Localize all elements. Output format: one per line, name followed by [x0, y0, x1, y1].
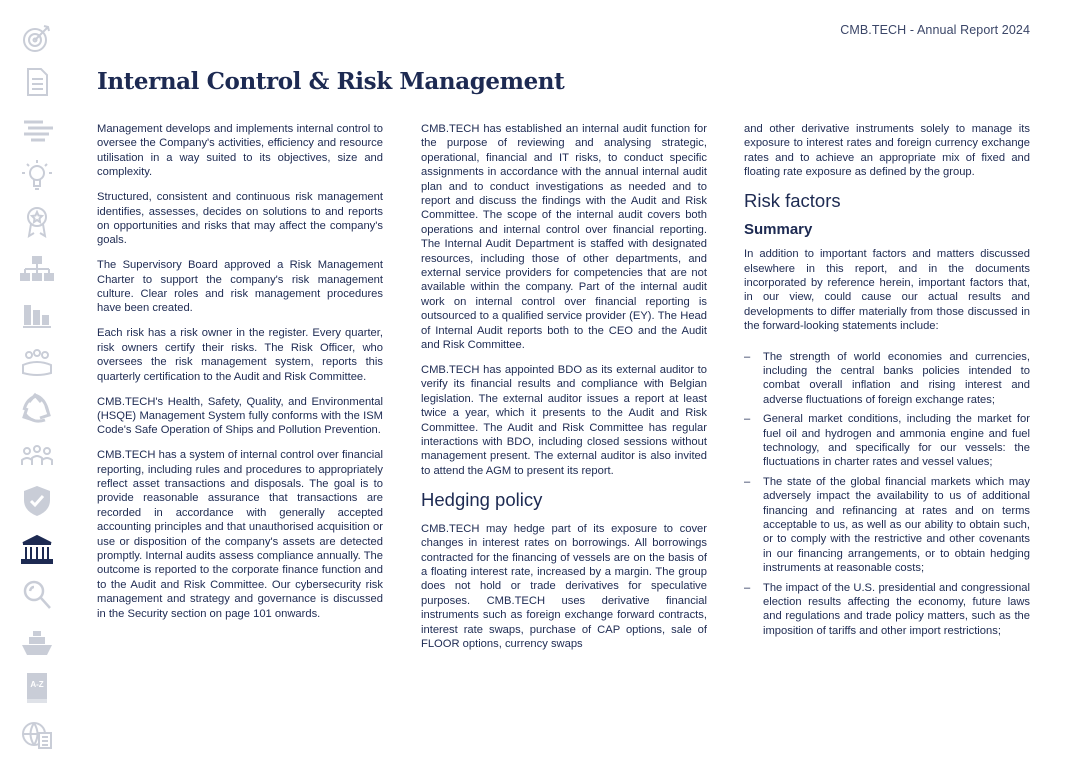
paragraph: The Supervisory Board approved a Risk Management Charter to support the company's risk management culture. Clear roles and risk management procedures have been created.: [97, 259, 383, 315]
sidebar-nav: [0, 0, 76, 773]
paragraph: CMB.TECH's Health, Safety, Quality, and Environmental (HSQE) Management System fully conforms with the ISM Code's Safe Operation of Ships and Pollution Prevention.: [97, 395, 383, 437]
list-item: – General market conditions, including the market for fuel oil and hydrogen and ammonia engine and fuel technology, and specifically for our vessels: the fluctuations in charter rates and vessel values;: [744, 412, 1030, 470]
summary-heading: Summary: [744, 221, 813, 239]
paragraph: Structured, consistent and continuous risk management identifies, assesses, decides on solutions to and reports on opportunities and risks that may affect the company's goals.: [97, 191, 383, 247]
paragraph: and other derivative instruments solely to manage its exposure to interest rates and foreign currency exchange rates and to achieve an appropriate mix of fixed and floating rate exposure as defined by the group.: [744, 123, 1030, 179]
paragraph: Each risk has a risk owner in the register. Every quarter, risk owners certify their risks. The Risk Officer, who oversees the risk management system, reports this quarterly certification to the Audit and Risk Committee.: [97, 327, 383, 383]
column-2: [421, 122, 707, 662]
paragraph: In addition to important factors and matters discussed elsewhere in this report, and in the documents incorporated by reference herein, important factors that, in our view, could cause our actual results and developments to differ materially from those discussed in the forward-looking statements include:: [744, 248, 1030, 333]
page-title: Internal Control & Risk Management: [97, 68, 565, 95]
paragraph: CMB.TECH has established an internal audit function for the purpose of reviewing and analysing strategic, operational, financial and IT risks, to conduct specific assignments in accordance with the annual internal audit plan and to conduct investigations as needed and to report and discuss the findings with the Audit and Risk Committee. The scope of the internal audit covers both operations and internal control over financial reporting. The Internal Audit Department is staffed with designated resources, including those of other departments, and external service providers for competencies that are not available within the company. Part of the internal audit work on internal control over financial reporting is outsourced to a qualified service provider (EY). The Head of Internal Audit reports both to the CEO and the Audit and Risk Committee.: [421, 123, 707, 352]
shield-check-icon[interactable]: [19, 483, 55, 519]
document-icon[interactable]: [19, 64, 55, 100]
hedging-policy-heading: Hedging policy: [421, 488, 543, 510]
paragraph: CMB.TECH has appointed BDO as its external auditor to verify its financial results and compliance with Belgian legislation. The external auditor issues a report at least twice a year, which it presents to the Audit and Risk Committee. The Audit and Risk Committee has regular interactions with BDO, including closed sessions without management present. The external auditor is also invited to attend the AGM to present its report.: [421, 364, 707, 477]
team-icon[interactable]: [19, 438, 55, 474]
column-1: [97, 122, 383, 632]
a-z-label: A-Z: [30, 680, 44, 689]
people-group-icon[interactable]: [19, 345, 55, 381]
a-z-book-icon[interactable]: [19, 670, 55, 706]
bank-icon[interactable]: [19, 532, 55, 568]
org-chart-icon[interactable]: [19, 252, 55, 288]
search-icon[interactable]: [19, 577, 55, 613]
risk-factor-list: [744, 350, 1030, 639]
speed-lines-icon[interactable]: [19, 112, 55, 148]
bar-chart-icon[interactable]: [19, 297, 55, 333]
paragraph: CMB.TECH has a system of internal control over financial reporting, including rules and procedures to appropriately reflect asset transactions and disposals. The goal is to provide reasonable assurance that transactions are recorded in accordance with generally accepted accounting principles and that unauthorised acquisition or use or disposition of the company's assets are detected promptly. Internal audits assess compliance annually. The outcome is reported to the corporate finance function and to the Audit and Risk Committee. Our cybersecurity risk management and strategy and governance is discussed in the Security section on page 101 onwards.: [97, 449, 383, 620]
ship-icon[interactable]: [19, 625, 55, 661]
list-item: – The state of the global financial markets which may adversely impact the availability to us of additional financing and refinancing at rates and on terms acceptable to us, as well as our ability to obtain such, or to comply with the restrictive and other covenants in our financing arrangements, or to obtain hedging instruments at reasonable costs;: [744, 475, 1030, 576]
paragraph: Management develops and implements internal control to oversee the Company's activities, efficiency and resource utilisation in a way suited to its objectives, size and complexity.: [97, 123, 383, 179]
recycle-icon[interactable]: [19, 390, 55, 426]
risk-factors-heading: Risk factors: [744, 190, 841, 212]
column-3: [744, 122, 1030, 643]
list-item: – The strength of world economies and currencies, including the central banks policies intended to combat overall inflation and rising interest and adverse fluctuations of foreign exchange rates;: [744, 350, 1030, 408]
report-header: CMB.TECH - Annual Report 2024: [840, 23, 1030, 37]
paragraph: CMB.TECH may hedge part of its exposure to cover changes in interest rates on borrowings. All borrowings contracted for the financing of vessels are on the basis of a floating interest rate, increased by a margin. The group does not hold or trade derivatives for speculative purposes. CMB.TECH uses derivative financial instruments such as foreign exchange forward contracts, interest rate swaps, purchase of CAP options, sale of FLOOR options, currency swaps: [421, 522, 707, 650]
lightbulb-icon[interactable]: [19, 158, 55, 194]
target-icon[interactable]: [19, 20, 55, 56]
globe-document-icon[interactable]: [19, 717, 55, 753]
award-icon[interactable]: [19, 203, 55, 239]
list-item: – The impact of the U.S. presidential and congressional election results affecting the economy, future laws and regulations and trade policy matters, such as the imposition of tariffs and other import restrictions;: [744, 581, 1030, 639]
